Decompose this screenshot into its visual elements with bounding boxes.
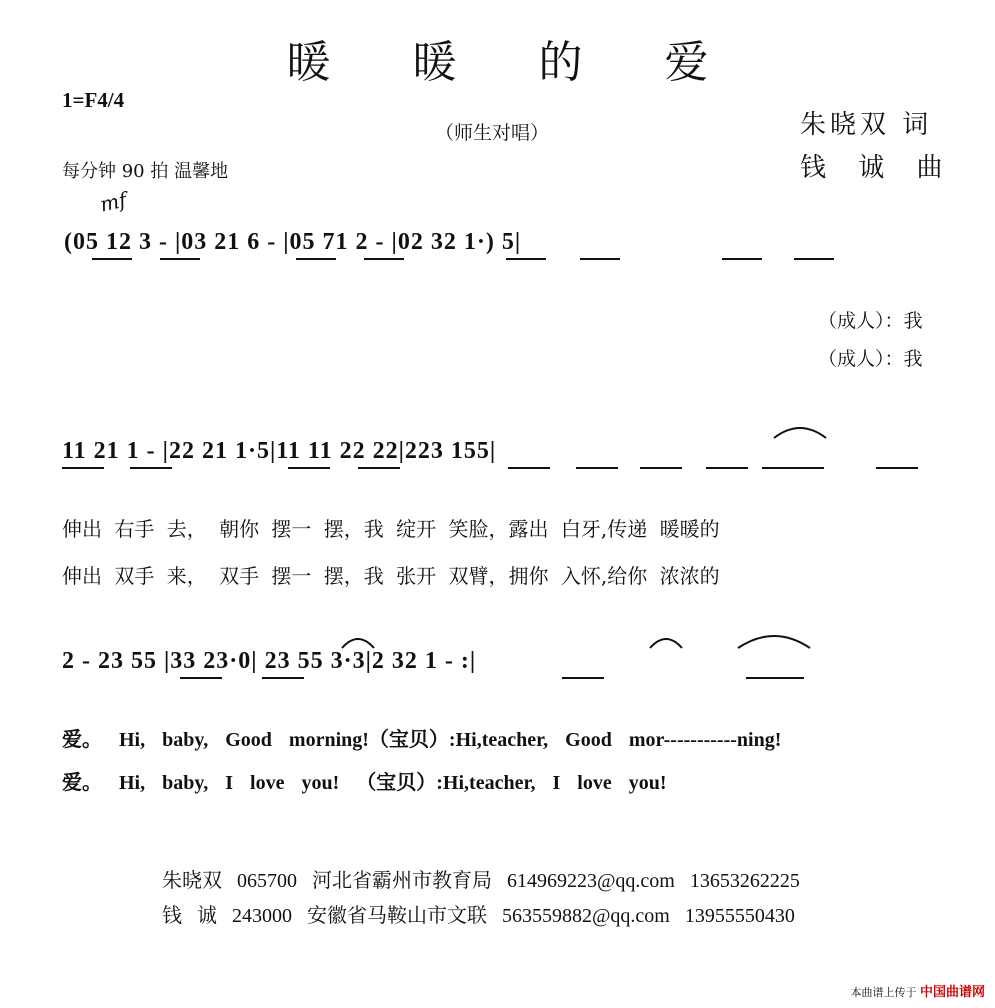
song-title: 暖 暖 的 爱 [286, 37, 743, 88]
beam-line [508, 467, 550, 469]
site-logo[interactable]: 中国曲谱网 [919, 985, 985, 1000]
slur-mark [338, 630, 378, 650]
lyric-english-1: 爱。 Hi, baby, Good morning!（宝贝）:Hi,teacher, Good mor-----------ning! [62, 729, 782, 751]
slur-mark [646, 630, 686, 650]
contact-composer: 钱 诚 243000 安徽省马鞍山市文联 563559882@qq.com 13955550430 [162, 905, 795, 927]
beam-line [506, 258, 546, 260]
beam-line [576, 467, 618, 469]
contact-lyricist: 朱晓双 065700 河北省霸州市教育局 614969223@qq.com 13653262225 [162, 870, 800, 892]
notation-line-3: 2 - 23 55 |33 23·0| 23 55 3·3|2 32 1 - :| [62, 648, 477, 674]
key-signature: 1=F4/4 [62, 88, 125, 112]
beam-line [722, 258, 762, 260]
beam-line [746, 677, 804, 679]
role-label-1: （成人）：我 [818, 310, 923, 332]
beam-line [580, 258, 620, 260]
beam-line [762, 467, 824, 469]
notation-line-1: (05 12 3 - |03 21 6 - |05 71 2 - |02 32 1·) 5| [64, 229, 522, 255]
beam-line [562, 677, 604, 679]
lyric-verse-1: 伸出 右手 去， 朝你 摆一 摆，我 绽开 笑脸，露出 白牙,传递 暖暖的 [62, 517, 720, 541]
beam-line [130, 467, 172, 469]
role-label-2: （成人）：我 [818, 348, 923, 370]
beam-line [160, 258, 200, 260]
lyricist-credit: 朱晓双 词 [800, 110, 933, 140]
beam-line [794, 258, 834, 260]
beam-line [296, 258, 336, 260]
slur-mark [734, 628, 814, 650]
beam-line [92, 258, 132, 260]
dynamic-marking: mf [97, 187, 129, 217]
beam-line [288, 467, 330, 469]
tempo-marking: 每分钟 90 拍 温馨地 [62, 161, 229, 182]
footer-upload-text: 本曲谱上传于 [850, 986, 917, 999]
footer-credit [850, 981, 985, 1000]
slur-mark [770, 420, 830, 440]
beam-line [358, 467, 400, 469]
beam-line [876, 467, 918, 469]
performance-note: （师生对唱） [435, 122, 550, 144]
beam-line [640, 467, 682, 469]
notation-line-2: 11 21 1 - |22 21 1·5|11 11 22 22|223 155| [62, 438, 497, 464]
composer-credit: 钱 诚 曲 [800, 153, 955, 183]
beam-line [364, 258, 404, 260]
beam-line [262, 677, 304, 679]
beam-line [62, 467, 104, 469]
lyric-english-2: 爱。 Hi, baby, I love you! （宝贝）:Hi,teacher, I love you! [62, 772, 667, 794]
beam-line [180, 677, 222, 679]
beam-line [706, 467, 748, 469]
lyric-verse-2: 伸出 双手 来， 双手 摆一 摆，我 张开 双臂，拥你 入怀,给你 浓浓的 [62, 564, 720, 588]
